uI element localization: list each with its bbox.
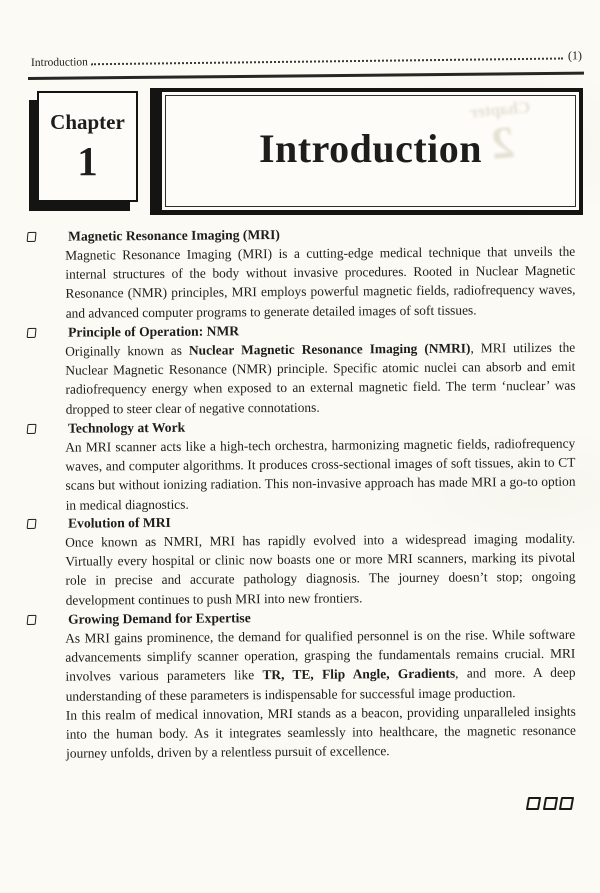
section-paragraph: Magnetic Resonance Imaging (MRI) is a cutting-edge medical technique that unveils the internal structures of the body without invasive procedures. Rooted in Nuclear Magnetic Resonance (NMR) principles, MRI employs powerful magnetic fields, radiofrequency waves, and advanced computer programs to generate detailed images of soft tissues. [65, 243, 576, 321]
square-bullet-icon [27, 328, 37, 338]
ghost-chapter-number: 2 [489, 116, 517, 170]
chapter-number-box [37, 91, 138, 202]
ghost-chapter-label: Chapter [469, 97, 531, 122]
end-of-chapter-mark [526, 797, 574, 810]
section-paragraph: Originally known as Nuclear Magnetic Resonance Imaging (NMRI), MRI utilizes the Nuclear Magnetic Resonance (NMR) principle. Specific atomic nuclei can absorb and emit radiofrequency energy when exposed to an external magnetic field. The term ‘nuclear’ was dropped to steer clear of negative connotations. [65, 339, 576, 417]
running-header [31, 48, 582, 70]
section-heading: Magnetic Resonance Imaging (MRI) [68, 227, 280, 244]
chapter-label: Chapter [50, 110, 125, 135]
chapter-title-box [150, 88, 583, 215]
chapter-title-inner-frame [165, 95, 576, 207]
square-bullet-icon [27, 519, 37, 529]
header-rule [28, 72, 584, 80]
section [26, 223, 576, 323]
section-paragraph: As MRI gains prominence, the demand for qualified personnel is on the rise. While software advancements simplify scanner operation, grasping the fundamentals remains crucial. MRI involves various parameters like TR, TE, Flip Angle, Gradients, and more. A deep understanding of these parameters is indispensable for successful image production. [65, 626, 576, 704]
sections [26, 227, 575, 764]
section-paragraph: Once known as NMRI, MRI has rapidly evolved into a widespread imaging modality. Virtually every hospital or clinic now boasts one or more MRI scanners, marking its pivotal role in precise and accurate pathology diagnosis. The journey doesn’t stop; ongoing development continues to push MRI into new frontiers. [65, 531, 576, 608]
square-bullet-icon [27, 424, 37, 434]
page-number: (1) [567, 48, 583, 63]
section-heading: Technology at Work [68, 419, 186, 436]
end-mark-square-icon [542, 797, 557, 810]
end-mark-square-icon [559, 797, 574, 810]
section [26, 606, 576, 764]
section-paragraph: In this realm of medical innovation, MRI stands as a beacon, providing unparalleled insights into the human body. As it integrates seamlessly into healthcare, the magnetic resonance journey unfolds, driven by a relentless pursuit of excellence. [65, 703, 577, 762]
section-heading: Principle of Operation: NMR [68, 323, 240, 340]
section-paragraph: An MRI scanner acts like a high-tech orchestra, harmonizing magnetic fields, radiofrequency waves, and computer algorithms. It produces cross-sectional images of soft tissues, akin to CT scans but without ionizing radiation. This non-invasive approach has made MRI a go-to option in medical diagnostics. [65, 435, 576, 512]
square-bullet-icon [27, 615, 37, 625]
end-mark-square-icon [526, 797, 541, 810]
section [26, 319, 576, 419]
running-header-title: Introduction [30, 56, 88, 69]
section-heading: Evolution of MRI [68, 515, 171, 532]
section [26, 414, 576, 514]
section-heading: Growing Demand for Expertise [68, 610, 251, 627]
section [26, 510, 576, 610]
chapter-number: 1 [77, 137, 98, 184]
square-bullet-icon [27, 232, 37, 242]
dotted-leader [91, 57, 563, 66]
page-title: Introduction [258, 125, 483, 171]
